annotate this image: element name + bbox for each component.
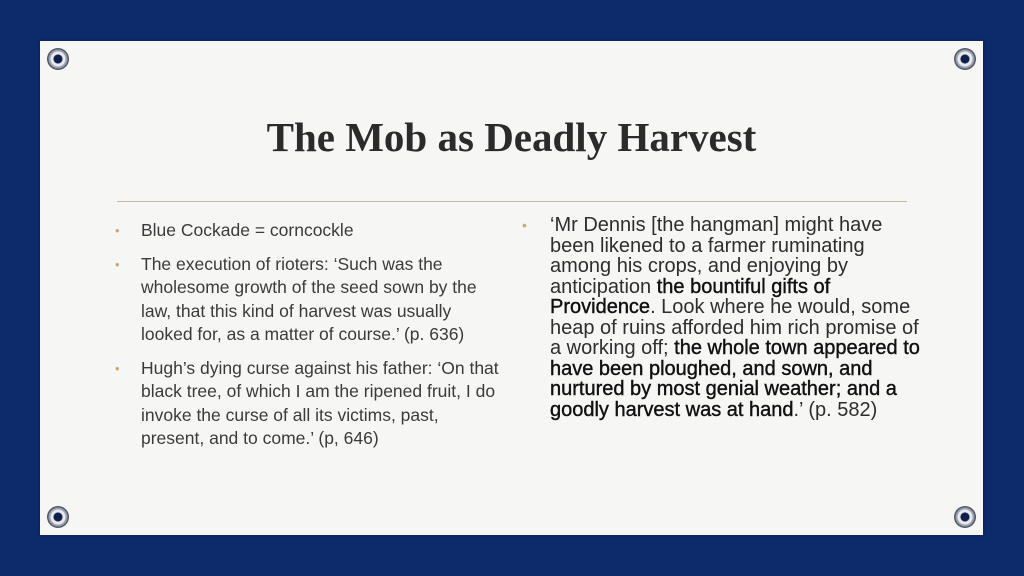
quote-emphasis: the bountiful gifts of Providence <box>550 275 831 318</box>
title-divider <box>117 201 907 202</box>
bullet-icon: • <box>115 360 120 376</box>
quote-emphasis: the whole town appeared to have been ploughed, and sown, and nurtured by most genial weather; and a goodly harvest was at hand <box>550 337 920 421</box>
bullet-icon: • <box>115 223 120 238</box>
bullet-text: The execution of rioters: ‘Such was the wholesome growth of the seed sown by the law, that this kind of harvest was usually looked for, as a matter of course.’ (p. 636) <box>141 253 477 344</box>
rivet-icon <box>954 506 976 528</box>
quote-text: . Look where he would, some heap of ruins afforded him rich promise of a working off; <box>550 296 919 359</box>
bullet-icon: • <box>115 256 120 272</box>
quote-paragraph <box>522 215 922 420</box>
quote-text: .’ (p. 582) <box>793 398 878 421</box>
bullet-text: Blue Cockade = corncockle <box>141 220 354 240</box>
bullet-icon: • <box>522 217 527 233</box>
rivet-icon <box>954 48 976 70</box>
list-item <box>115 357 505 451</box>
slide <box>40 41 983 535</box>
rivet-icon <box>47 48 69 70</box>
list-item <box>115 219 505 243</box>
quote-text: ‘Mr Dennis [the hangman] might have been likened to a farmer ruminating among his crops, and enjoying by anticipation <box>550 214 883 298</box>
slide-title: The Mob as Deadly Harvest <box>266 114 757 160</box>
rivet-icon <box>47 506 69 528</box>
bullet-list <box>115 219 505 451</box>
right-column <box>522 215 922 420</box>
bullet-text: Hugh’s dying curse against his father: ‘On that black tree, of which I am the ripened fruit, I do invoke the curse of all its victims, past, present, and to come.’ (p, 646) <box>141 357 499 448</box>
list-item <box>115 253 505 347</box>
left-column <box>115 219 505 461</box>
